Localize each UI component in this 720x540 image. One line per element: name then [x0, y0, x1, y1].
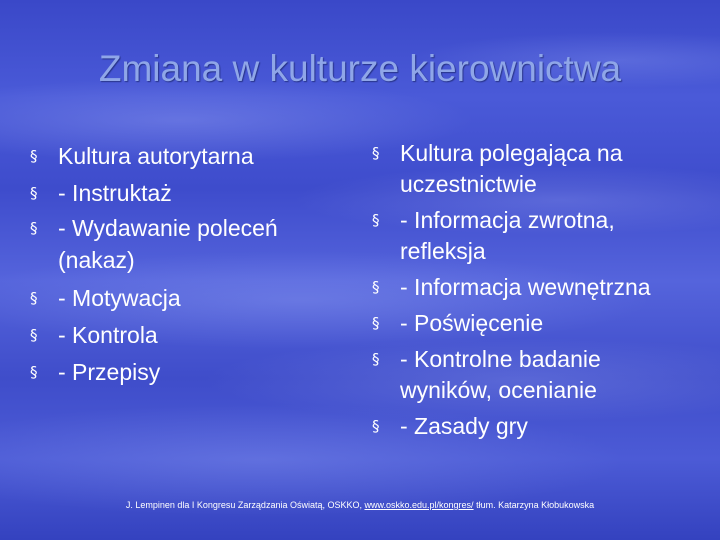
- list-item: [30, 317, 340, 354]
- bullet-icon: §: [372, 144, 380, 162]
- list-item: [372, 138, 692, 200]
- list-item-text: - Zasady gry: [400, 413, 528, 439]
- list-item: [30, 138, 340, 175]
- bullet-icon: §: [30, 147, 38, 165]
- list-item-text: Kultura polegająca na uczestnictwie: [400, 140, 623, 197]
- list-item: [30, 212, 340, 276]
- list-item: [30, 354, 340, 391]
- list-item: [372, 272, 692, 303]
- list-item-text: - Instruktaż: [58, 180, 172, 206]
- bullet-icon: §: [30, 184, 38, 202]
- list-item-text: - Kontrola: [58, 322, 158, 348]
- list-item: [372, 411, 692, 442]
- bullet-icon: §: [30, 219, 38, 237]
- left-bullet-list: [30, 138, 340, 391]
- list-item: [372, 344, 692, 406]
- list-item-text: - Przepisy: [58, 359, 161, 385]
- bullet-icon: §: [372, 350, 380, 368]
- right-bullet-list: [372, 138, 692, 442]
- bullet-icon: §: [372, 417, 380, 435]
- list-item: [30, 280, 340, 317]
- bullet-icon: §: [372, 211, 380, 229]
- list-item-text: - Informacja zwrotna, refleksja: [400, 207, 615, 264]
- list-item-text: - Motywacja: [58, 285, 181, 311]
- list-item-text: - Wydawanie poleceń (nakaz): [58, 215, 278, 273]
- right-column: [372, 138, 692, 447]
- bullet-icon: §: [372, 314, 380, 332]
- list-item-text: - Kontrolne badanie wyników, ocenianie: [400, 346, 601, 403]
- left-column: [30, 138, 340, 391]
- list-item-text: Kultura autorytarna: [58, 143, 254, 169]
- bullet-icon: §: [30, 289, 38, 307]
- footer-suffix: tłum. Katarzyna Kłobukowska: [476, 500, 595, 510]
- footer-prefix: J. Lempinen dla I Kongresu Zarządzania Oświatą, OSKKO,: [125, 500, 362, 510]
- list-item: [372, 205, 692, 267]
- footer-link[interactable]: www.oskko.edu.pl/kongres/: [364, 500, 474, 510]
- list-item-text: - Poświęcenie: [400, 310, 544, 336]
- bullet-icon: §: [30, 363, 38, 381]
- list-item: [30, 175, 340, 212]
- footer-credit: [0, 500, 720, 510]
- list-item-text: - Informacja wewnętrzna: [400, 274, 651, 300]
- bullet-icon: §: [30, 326, 38, 344]
- list-item: [372, 308, 692, 339]
- slide-title: Zmiana w kulturze kierownictwa: [98, 48, 622, 89]
- bullet-icon: §: [372, 278, 380, 296]
